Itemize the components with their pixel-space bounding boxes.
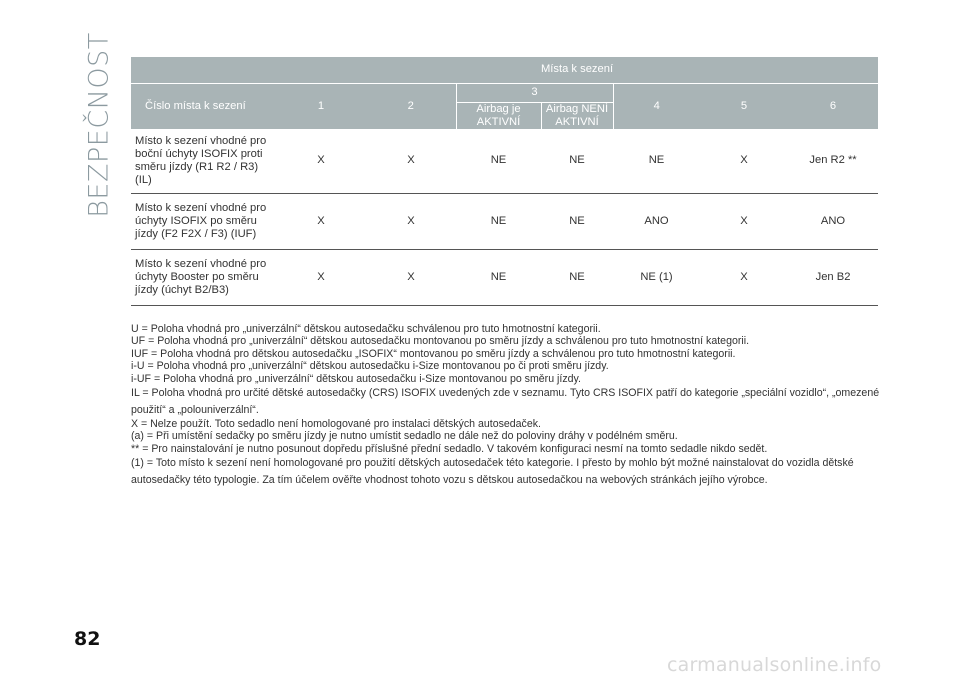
- table-cell: X: [366, 129, 456, 193]
- seat-6-header: 6: [788, 83, 878, 129]
- table-cell: Jen B2: [788, 249, 878, 305]
- seat-3-airbag-active-header: Airbag je AKTIVNÍ: [456, 102, 541, 129]
- seat-3-header: 3: [456, 83, 613, 102]
- table-cell: ANO: [788, 193, 878, 249]
- legend-note: (a) = Při umístění sedačky po směru jízdy je nutno umístit sedadlo ne dále než do poloviny dráhy v podélném směru.: [131, 430, 678, 443]
- legend-note: i-U = Poloha vhodná pro „univerzální“ dětskou autosedačku i-Size montovanou po či proti směru jízdy.: [131, 360, 609, 373]
- table-cell: X: [366, 249, 456, 305]
- table-cell: X: [276, 129, 366, 193]
- legend-note: ** = Pro nainstalování je nutno posunout dopředu příslušné přední sedadlo. V takovém konfiguraci nesmí na tomto sedadle nikdo sedět.: [131, 442, 768, 455]
- table-cell: NE (1): [613, 249, 700, 305]
- page-number: 82: [74, 628, 101, 650]
- legend-note: UF = Poloha vhodná pro „univerzální“ dětskou autosedačku montovanou po směru jízdy a schválenou pro tuto hmotnostní kategorii.: [131, 335, 750, 348]
- table-header-group-row: [131, 57, 878, 83]
- table-cell: NE: [456, 129, 541, 193]
- table-cell: Jen R2 **: [788, 129, 878, 193]
- table-cell: NE: [456, 249, 541, 305]
- table-cell: ANO: [613, 193, 700, 249]
- seat-number-label-header: Číslo místa k sezení: [131, 83, 276, 129]
- table-cell: X: [700, 129, 788, 193]
- seat-5-header: 5: [700, 83, 788, 129]
- section-title-vertical: [83, 32, 115, 218]
- table-header-seat-row: [131, 83, 878, 102]
- legend-note: X = Nelze použít. Toto sedadlo není homologované pro instalaci dětských autosedaček.: [131, 418, 541, 431]
- seat-4-header: 4: [613, 83, 700, 129]
- table-row: [131, 249, 878, 305]
- table-cell: X: [700, 193, 788, 249]
- table-cell: NE: [541, 129, 613, 193]
- seat-3-airbag-inactive-header: Airbag NENÍ AKTIVNÍ: [541, 102, 613, 129]
- row-label: Místo k sezení vhodné pro úchyty ISOFIX po směru jízdy (F2 F2X / F3) (IUF): [131, 193, 276, 249]
- table-legend: [131, 323, 881, 488]
- legend-note: IL = Poloha vhodná pro určité dětské autosedačky (CRS) ISOFIX uvedených zde v seznamu. Tyto CRS ISOFIX patří do kategorie „speciální vozidlo“, „omezené použití“ a „polouniverzální“.: [131, 387, 880, 416]
- row-label: Místo k sezení vhodné pro boční úchyty ISOFIX proti směru jízdy (R1 R2 / R3) (IL): [131, 129, 276, 193]
- legend-note: U = Poloha vhodná pro „univerzální“ dětskou autosedačku schválenou pro tuto hmotnostní kategorii.: [131, 323, 601, 335]
- legend-note: IUF = Poloha vhodná pro dětskou autosedačku „ISOFIX“ montovanou po směru jízdy a schválenou pro tuto hmotnostní kategorii.: [131, 347, 736, 360]
- seat-2-header: 2: [366, 83, 456, 129]
- watermark: carmanualsonline.info: [667, 654, 882, 676]
- table-cell: NE: [456, 193, 541, 249]
- section-title: BEZPEČNOST: [83, 32, 115, 218]
- table-cell: NE: [613, 129, 700, 193]
- table-cell: NE: [541, 249, 613, 305]
- legend-note: i-UF = Poloha vhodná pro „univerzální“ dětskou autosedačku i-Size montovanou po směru jízdy.: [131, 372, 581, 385]
- seating-positions-header: Místa k sezení: [276, 57, 878, 83]
- table-cell: NE: [541, 193, 613, 249]
- table-cell: X: [366, 193, 456, 249]
- row-label: Místo k sezení vhodné pro úchyty Booster po směru jízdy (úchyt B2/B3): [131, 249, 276, 305]
- seat-1-header: 1: [276, 83, 366, 129]
- table-cell: X: [700, 249, 788, 305]
- child-seat-table: [131, 57, 878, 306]
- table-row: [131, 129, 878, 193]
- table-cell: X: [276, 193, 366, 249]
- table-cell: X: [276, 249, 366, 305]
- table-row: [131, 193, 878, 249]
- table-header-spacer: [131, 57, 276, 83]
- legend-note: (1) = Toto místo k sezení není homologované pro použití dětských autosedaček této kategorie. I přesto by mohlo být možné nainstalovat do vozidla dětské autosedačky této typologie. Za tím účelem ověřte vhodnost tohoto vozu s dětskou autosedačkou na webových stránkách jejího výrobce.: [131, 457, 854, 486]
